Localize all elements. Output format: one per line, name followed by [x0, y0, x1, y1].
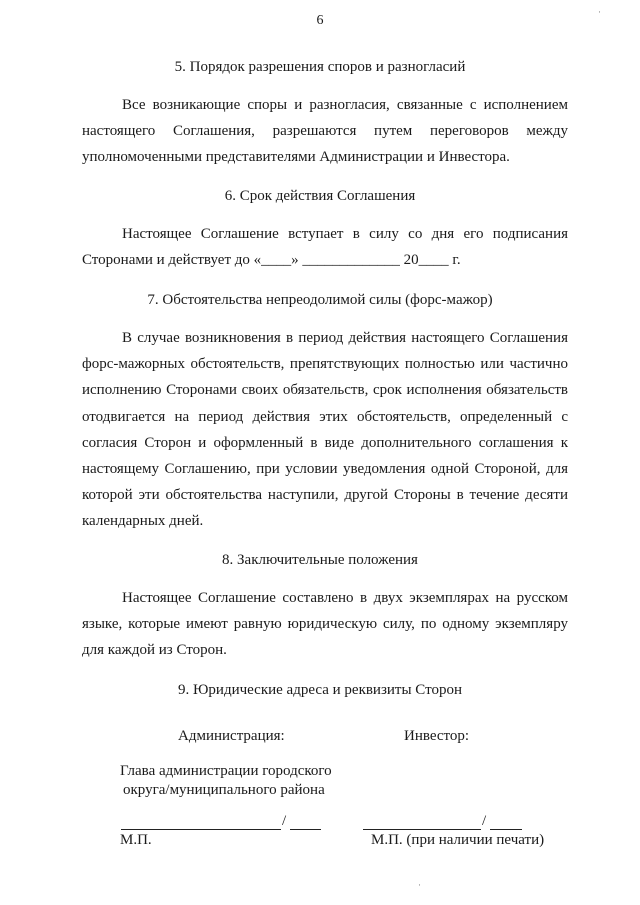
admin-name-line — [290, 829, 321, 830]
section-5-paragraph: Все возникающие споры и разногласия, связанные с исполнением настоящего Соглашения, разрешаются путем переговоров между уполномоченными представителями Администрации и Инвестора. — [82, 97, 568, 166]
section-6-paragraph: Настоящее Соглашение вступает в силу со дня его подписания Сторонами и действует до «____» _____________ 20____ г. — [82, 226, 568, 269]
admin-signature-line — [121, 829, 281, 830]
section-7-paragraph: В случае возникновения в период действия настоящего Соглашения форс-мажорных обстоятельств, препятствующих полностью или частично исполнению Сторонами своих обязательств, срок исполнения обязательств отодвигается на период действия этих обстоятельств, определенный с согласия Сторон и оформленный в виде дополнительного соглашения к настоящему Соглашению, при условии уведомления одной Стороной, для которой эти обстоятельства наступили, другой Стороны в течение десяти календарных дней. — [82, 330, 568, 530]
investor-name-line — [490, 829, 522, 830]
section-8-heading: 8. Заключительные положения — [222, 552, 418, 568]
administration-label: Администрация: — [178, 728, 285, 744]
scan-speck: · — [418, 880, 421, 890]
investor-label: Инвестор: — [404, 728, 470, 744]
investor-signature-line — [363, 829, 481, 830]
section-9-heading: 9. Юридические адреса и реквизиты Сторон — [178, 682, 462, 698]
head-title-line1: Глава администрации городского — [120, 763, 332, 779]
head-title-line2: округа/муниципального района — [123, 782, 325, 798]
investor-stamp-label: М.П. (при наличии печати) — [371, 832, 545, 848]
admin-stamp-label: М.П. — [120, 832, 152, 848]
admin-signature-slash: / — [282, 813, 287, 829]
page-number: 6 — [316, 13, 324, 28]
section-8-paragraph: Настоящее Соглашение составлено в двух экземплярах на русском языке, которые имеют равную юридическую силу, по одному экземпляру для каждой из Сторон. — [82, 590, 568, 659]
section-6-heading: 6. Срок действия Соглашения — [224, 188, 416, 204]
investor-signature-slash: / — [482, 813, 487, 829]
scan-speck: · — [598, 7, 601, 17]
section-7-heading: 7. Обстоятельства непреодолимой силы (форс-мажор) — [147, 292, 493, 308]
section-5-heading: 5. Порядок разрешения споров и разногласий — [174, 59, 466, 75]
